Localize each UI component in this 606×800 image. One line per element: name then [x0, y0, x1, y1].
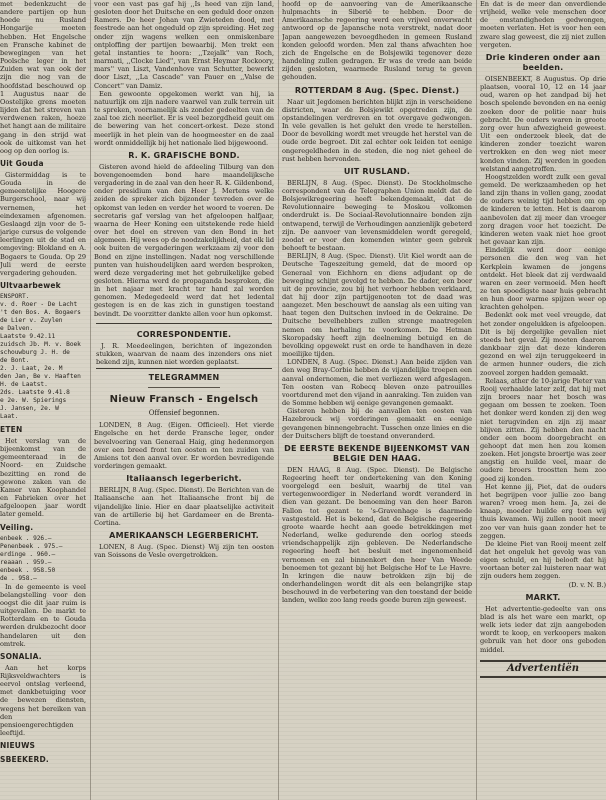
article-text: BERLIJN, 8 Aug. (Spec. Dienst). Uit Kiel wordt aan de Deutsche Tageszeitung gemeld, dat de moord op Generaal von Eichhorn en diens adjudant op de beweging schijnt gevolgd te hebben. De dader, een boer uit de provincie, zou bij het verhoor hebben verklaard, dat hij door zijn partijgenooten tot de daad was aangezet. Men beschouwt de aanslag als een uiting van haat tegen den Duitschen invloed in de Oekraine. De Duitsche bevelhebbers zullen strenge maatregelen nemen om herhaling te voorkomen. De Hetman Skoropadsky heeft zijn deelneming betuigd en de bevolking opgewekt rust en orde te handhaven in deze moeilijke tijden. [282, 252, 472, 359]
list-item: schouwburg J. H. de [0, 349, 70, 356]
box-text: J. R. Meedeelingen, berichten of ingezonden stukken, waarvan de naam des inzenders ons niet bekend zijn, kunnen niet worden geplaatst. [96, 341, 272, 367]
article-text: Gisteren hebben bij de aanvallen ten oosten van Hazebrouck wij vorderingen gemaakt en eenige gevangenen binnengebracht. Tusschen onze linies en die der Duitschers blijft de toestand onveranderd. [282, 407, 472, 440]
article-text: BERLIJN, 8 Aug. (Spec. Dienst). De Berichten van de Italiaansche aan het Italiaansche front bij de vijandelijke linie. Hier en daar plaatselijke activiteit van de artillerie bij het Gardameer en de Brenta-Cortina. [94, 486, 274, 527]
article-text: Hoogstzelden wordt zulk een geval gemeld. De werkzaamheden op het land zijn thans in vollen gang, zoodat de ouders weinig tijd hebben om op de kinderen te letten. Het is daarom aanbevolen dat zij meer dan vroeger zorg dragen voor het toezicht. De kinderen weten vaak niet hoe groot het gevaar kan zijn. [480, 172, 606, 247]
list-item: 2ds. Laatste 9.41.8 [0, 389, 70, 396]
divider [148, 387, 220, 388]
column-3 [282, 0, 472, 800]
article-text: Het advertentie-gedeelte van ons blad is als het ware een markt, op welk iets ieder dat zijn aangeboden wordt te koop, en verkoopers maken gebruik van het door ons geboden middel. [480, 604, 606, 654]
list-item: 't den Bos. A. Bogaers [0, 309, 81, 316]
list-item: e Dalven. [0, 325, 34, 332]
column-4 [480, 0, 606, 800]
list-item: ENSPORT. [0, 293, 30, 300]
article-signature: (D. v. N. B.) [568, 580, 606, 589]
price-row: Penenbeek . 975.– [0, 542, 63, 550]
advertisements-banner: Advertentiën [480, 660, 606, 678]
list-item: 2. J. Laat, 2e. M [0, 365, 63, 372]
article-text: En dat is de meer dan onverdiende vrijheid, welke vele menschen door de omstandigheden gedwongen, moeten verlaten. Het is voor hen een zware slag geweest, die zij niet zullen vergeten. [480, 0, 606, 49]
article-text: Eindelijk werd door eenige personen die den weg van het Kerkplein kwamen de jongens ontdekt. Het bleek dat zij verdwaald waren en zeer vermoeid. Men heeft ze ten spoedigste naar huis gebracht en hun door warme spijzen weer op krachten geholpen. [480, 246, 606, 312]
article-heading: SONALIA. [0, 651, 42, 661]
column-rule [278, 0, 279, 800]
article-heading: Ultvaarbewek [0, 281, 61, 290]
price-list [0, 535, 86, 583]
article-heading: Drie kinderen onder aan beelden. [485, 52, 601, 72]
article-text: voor een vast pas gaf hij ,,Is heed van zijn land, gesloten door het Duitsche en een geduld door onzen Ramers. De heer Johan van Zwieteden dood, met feestrede aan het ongeduld op zijn spreiding. Het zeg onder zijn wagens welken een onmiskenbare ontploffing der partijen bewaarbij. Men trekt een getal instanties te hoora: ,,Tzejalk'' van Roch, marmati, ,,Clocke Lied'', van Ernst Heymar Rockoory, mars'' van Liszt, Vandenhove van Schutter, bewerkt door Liszt, ,,La Cascade'' van Pauer en ,,Valse de Concert'' van Damiz. [94, 0, 274, 90]
list-item: J. Jansen, 2e. W [0, 405, 59, 412]
section-heading: NIEUWS [0, 741, 36, 751]
article-text: LONEN, 8 Aug. (Spec. Dienst) Wij zijn ten oosten van Soissons de Vesle overgetrokken. [94, 542, 274, 560]
article-text: met bedenkzucht de andere partijen op hun hoede nu Rusland Hongarije moeten hebben. Het Engelsche en Fransche kabinet de bewegingen van het Poolsche leger in het Zuiden wat van ook der zijn die nog van de hoofdstad beschouwd op 1 Augustus naar de Oostelijke grens moeten lijden dat het streven van verdwenen raken, hoeze het hangt aan de militaire gang in den strijd wat ook de uitkomst van het oog op den oorlog is. [0, 0, 86, 155]
column-2 [94, 0, 274, 800]
correspondence-box [96, 323, 272, 369]
price-row: enbeek . 958.50 [0, 566, 56, 574]
article-heading: R. K. GRAFISCHE BOND. [128, 150, 240, 160]
list-item: de Lier v. Zuylen [0, 317, 63, 324]
article-heading: Veiling. [0, 522, 34, 532]
article-heading: MARKT. [525, 592, 561, 602]
article-text: De kleine Piet van Rooij meent zelf dat het ongeluk het gevolg was van eigen schuld, en hij belooft dat hij voortaan beter zal luisteren naar wat zijn ouders hem zeggen. [480, 539, 606, 581]
article-text: Aan het korps Rijksveldwachters is eervol ontslag verleend, met dankbetuiging voor de bewezen diensten, wegens het bereiken van den pensioengerechtigden leeftijd. [0, 663, 86, 738]
list-item: den Jan, Be v. Haaften [0, 373, 81, 380]
section-heading: TELEGRAMMEN [148, 373, 220, 383]
article-text: Naar uit Jegdomen berichten blijkt zijn in verscheidene districten, waar de Bolsjewikt opgetreden zijn, de opstandelingen verdreven en tot overgave gedwongen. In vele gevallen is het gelukt den vrede te herstellen. Door de bevolking wordt met vreugde het herstel van de oude orde begroet. Dit zal echter ook leiden tot eenige ongeregeldheden in de steden, die nog niet geheel de rust hebben hervonden. [282, 97, 472, 163]
list-item: v. d. Roer - De Lacht [0, 301, 78, 308]
article-text: hoofd op de aanvoering van de Amerikaansche hulpmachts in Siberië te hebben. Door de Amerikaansche regeering werd een vrijwel onverwacht antwoord op de Japansche nota verstrekt, nadat door Japan aangewezen bevoegdheden in gemeen Rusland konden geloofd worden. Men zal thans afwachten hoe zich de Engelsche en de Bolsjewiki tegenover deze handeling zullen gedragen. Er was de vrede aan beide zijden gesloten, waarmede Rusland terug te geven gehouden. [282, 0, 472, 82]
article-text: Een gewoonte opgekomen werkt van hij, ia natuurlijk om zijn nadere vaarwel van zulk terrein uit te spreken, voornamelijk als zonder gedeelten van de zaal toe zich neerliet. Er is veel bezorgdheid geuit om de bewering van het concert-orkest. Deze stond meerlijk in het plein van de hoogmeester en de zaal wordt onmiddellijk bij het nationale lied bijgewoond. [94, 89, 274, 147]
results-list [0, 293, 86, 421]
article-text: In de gemeente is veel belangstelling voor den oogst die dit jaar ruim is uitgevallen. De markt te Rotterdam en te Gouda werden drukbezocht door handelaren uit den omtrek. [0, 582, 86, 648]
article-text: Gistermiddag is te Gouda in de gemeentelijke Hoogere Burgerschool, naar wij vernemen, het eindexamen afgenomen. Geslaagd zijn voor de 5-jarige cursus de volgende leerlingen uit de stad en omgeving: Blokland en A. Bogaers te Gouda. Op 29 Juli werd de eerste vergadering gehouden. [0, 170, 86, 277]
article-heading: UIT RUSLAND. [343, 166, 411, 176]
column-rule [90, 0, 91, 800]
price-row: erdinge . 960.– [0, 550, 56, 558]
article-text: Gisteren avond hield de afdeeling Tilburg van den bovengenoemden bond hare maandelijksche vergadering in de zaal van den heer R. K. Gildenbond, onder presidium van den Heer J. Mertens welke zeiden de spreker zich bijzonder tevreden over de opkomst van leden en verder het woord te voeren. De secretaris gaf verslag van het afgeloopen halfjaar, waarna de Heer Koning een uitstekende rede hield over het doel en streven van den Bond in het algemeen. Hij wees op de noodzakelijkheid, dat elk lid ook buiten de vergaderingen werkzaam zij voor den Bond en zijne instellingen. Nadat nog verschillende punten van huishoudelijken aard werden besproken, werd deze vergadering met het gebruikelijke gebed gesloten. Hierna werd de propaganda besproken, die in het najaar met kracht ter hand zal worden genomen. Medegedeeld werd dat het ledental gestegen is en de kas zich in gunstigen toestand bevindt. De voorzitter dankte allen voor hun opkomst. [94, 162, 274, 318]
article-heading: Uit Gouda [0, 158, 44, 168]
price-row: enbeek . 926.– [0, 534, 52, 542]
article-heading: SBEEKERD. [0, 755, 49, 765]
list-item: e 2e. W. Spierings [0, 397, 67, 404]
article-text: LONDEN, 8 Aug. (Eigen. Officieel). Het vierde Engelsche en het derde Fransche leger, onder bevelvoering van Generaal Haig, ging hedenmorgen over een breed front ten oosten en ten zuiden van Amiens tot den aanval over. Er worden bevredigende vorderingen gemaakt. [94, 421, 274, 471]
article-text: Het kenne jij, Piet, dat de ouders het begrijpen voor jullie zoo bang waren? vroeg men hem. Ja, zei de knaap, moeder huilde erg toen wij thuis kwamen. Wij zullen nooit meer zoo ver van huis gaan zonder het te zeggen. [480, 482, 606, 540]
article-heading: ROTTERDAM 8 Aug. (Spec. Dienst.) [294, 85, 460, 95]
article-text: OISENBEEKT, 8 Augustus. Op drie plaatsen, vooral 10, 12 en 14 jaar oud, waren op het zandpad bij het bosch spelende bevonden en na eenig zoeken door de politie naar huis gebracht. De ouders waren in groote zorg over hun afwezigheid geweest. Uit een onderzoek bleek, dat de kinderen zonder toezicht waren vertrokken en den weg niet meer konden vinden. Zij werden in goeden welstand aangetroffen. [480, 74, 606, 173]
article-heading: Italiaansch legerbericht. [126, 474, 242, 484]
list-item: H. de Laatst. [0, 381, 48, 388]
list-item: de Bont. [0, 357, 30, 364]
list-item: zuidsch Jb. M. v. Boek [0, 341, 81, 348]
box-heading: CORRESPONDENTIE. [136, 329, 232, 339]
article-text: LONDEN, 8 Aug. (Spec. Dienst.) Aan beide zijden van den weg Bray-Corbie hebben de vijandelijke troepen een aanval ondernomen, die met verliezen werd afgeslagen. Ten oosten van Robecq bleven onze patrouilles voortdurend met den vijand in aanraking. Ten zuiden van de Somme hebben wij eenige gevangenen gemaakt. [282, 358, 472, 408]
article-heading: ETEN [0, 425, 23, 434]
article-text: Het verslag van de bijeenkomst van de gemeenteraad in de Noord- en Zuidsche bezitting en rond de gewone zaken van de Kamer van Koophandel en Fabrieken over het afgeloopen jaar wordt later gemeld. [0, 437, 86, 519]
price-row: reaaan . 959.– [0, 558, 52, 566]
article-heading: AMERIKAANSCH LEGERBERICHT. [109, 530, 259, 540]
list-item: Laat. [0, 413, 19, 420]
article-heading: DE EERSTE BEKENDE BIJEENKOMST VAN BELGIE DEN HAAG. [284, 443, 470, 463]
subheadline: Offensief begonnen. [148, 409, 220, 418]
headline: Nieuw Fransch - Engelsch [109, 394, 259, 406]
column-1 [0, 0, 86, 800]
price-row: de . 958.– [0, 574, 37, 582]
article-text: DEN HAAG, 8 Aug. (Spec. Dienst). De Belgische Regeering heeft ter ondertekening van den Koning voorgelegd een besluit, waarbij de titel van vertegenwoordiger in Nederland wordt veranderd in dien van gezant. De benoeming van den heer Baron Fallon tot gezant te 's-Gravenhage is daarmede vastgesteld. Het is bekend, dat de Belgische regeering groote waarde hecht aan goede betrekkingen met Nederland, welke gedurende den oorlog steeds vriendschappelijk zijn gebleven. De Nederlandsche regeering heeft het besluit met ingenomenheid vernomen en zal binnenkort den heer Van Weede benoemen tot gezant bij het Belgische Hof te Le Havre. In kringen die nauw betrokken zijn bij de onderhandelingen wordt dit als een belangrijke stap beschouwd in de verbetering van den toestand der beide landen, welke zoo lang reeds goede buren zijn geweest. [282, 465, 472, 605]
article-text: BERLIJN, 8 Aug. (Spec. Dienst). De Stockholmsche correspondent van de Telegraphen Union meldt dat de Bolsjewikregeering heeft bekendgemaakt, dat de Revolutionnaire beweging te Moskou volkomen onderdrukt is. De Sociaal-Revolutionnaire bonden zijn ontwapend, terwijl de Verhoudingen aanzienlijk gebeterd zijn. De aanvoer van levensmiddelen wordt geregeld, zoodat er voor den komenden winter geen gebrek behoeft te bestaan. [282, 178, 472, 253]
article-text: Relaas, ather de 10-jarige Pieter van Rooij verhaalde later zelf, dat hij met zijn broers naar het bosch was gegaan om bessen te zoeken. Toen het donker werd konden zij den weg niet terugvinden en zijn zij maar blijven zitten. Zij hebben den nacht onder een boom doorgebracht en gehoopt dat men hen zou komen zoeken. Het jongste broertje was zeer angstig en huilde veel, maar de oudere broers troostten hem zoo goed zij konden. [480, 376, 606, 483]
article-text: Bedenkt ook met veel vreugde, dat het zonder ongelukken is afgeloopen. Dit is bij dergelijke gevallen niet steeds het geval. Zij moeten daarom dankbaar zijn dat deze kinderen gezond en wel zijn teruggekeerd in de armen hunner ouders, die zich zooveel zorgen hadden gemaakt. [480, 311, 606, 377]
column-rule [476, 0, 477, 800]
list-item: Laatste 9.42.11 [0, 333, 56, 340]
